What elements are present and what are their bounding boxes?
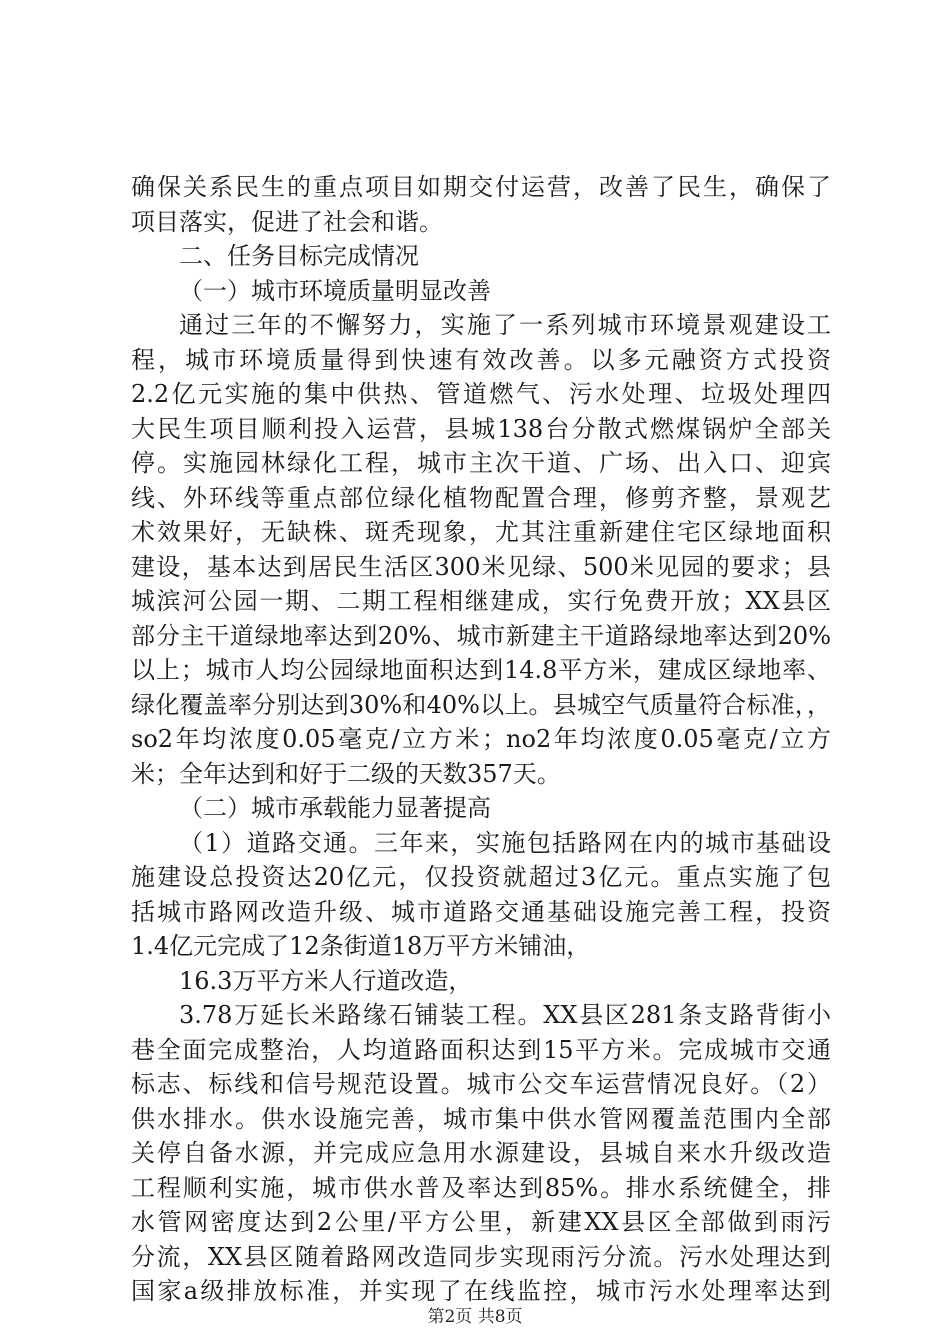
- text-line: 施建设总投资达20亿元，仅投资就超过3亿元。重点实施了包: [131, 863, 831, 891]
- text-line: 大民生项目顺利投入运营，县城138台分散式燃煤锅炉全部关: [131, 414, 831, 443]
- text-line: 3.78万延长米路缘石铺装工程。XX县区281条支路背街小: [179, 1001, 831, 1029]
- text-line: so2年均浓度0.05毫克/立方米；no2年均浓度0.05毫克/立方: [131, 725, 831, 753]
- text-line: 工程顺利实施，城市供水普及率达到85%。排水系统健全，排: [131, 1173, 831, 1202]
- text-line: 部分主干道绿地率达到20%、城市新建主干道路绿地率达到20%: [131, 621, 831, 650]
- text-line: 1.4亿元完成了12条街道18万平方米铺油，: [131, 932, 591, 960]
- text-line: 程，城市环境质量得到快速有效改善。以多元融资方式投资: [131, 345, 831, 374]
- text-line: 米；全年达到和好于二级的天数357天。: [131, 759, 561, 788]
- text-line: （1）道路交通。三年来，实施包括路网在内的城市基础设: [179, 828, 831, 857]
- text-line: 停。实施园林绿化工程，城市主次干道、广场、出入口、迎宾: [131, 449, 831, 477]
- text-line: 巷全面完成整治，人均道路面积达到15平方米。完成城市交通: [131, 1035, 831, 1064]
- document-body: [131, 170, 831, 1309]
- text-line: 供水排水。供水设施完善，城市集中供水管网覆盖范围内全部: [131, 1104, 831, 1133]
- text-line: 分流，XX县区随着路网改造同步实现雨污分流。污水处理达到: [131, 1242, 831, 1271]
- text-line: 16.3万平方米人行道改造，: [179, 966, 473, 995]
- text-line: 以上；城市人均公园绿地面积达到14.8平方米，建成区绿地率、: [131, 656, 831, 684]
- text-line: 二、任务目标完成情况: [179, 242, 419, 270]
- text-line: 线、外环线等重点部位绿化植物配置合理，修剪齐整，景观艺: [131, 483, 831, 512]
- text-line: 确保关系民生的重点项目如期交付运营，改善了民生，确保了: [131, 173, 831, 201]
- text-line: 通过三年的不懈努力，实施了一系列城市环境景观建设工: [179, 311, 831, 339]
- text-line: 水管网密度达到2公里/平方公里，新建XX县区全部做到雨污: [131, 1208, 831, 1236]
- text-line: 绿化覆盖率分别达到30%和40%以上。县城空气质量符合标准，，: [131, 690, 831, 719]
- text-line: 2.2亿元实施的集中供热、管道燃气、污水处理、垃圾处理四: [131, 380, 831, 408]
- text-line: 括城市路网改造升级、城市道路交通基础设施完善工程，投资: [131, 897, 831, 926]
- page-footer: 第2页 共8页: [427, 1307, 523, 1327]
- text-line: （一）城市环境质量明显改善: [179, 276, 491, 305]
- text-line: 国家a级排放标准，并实现了在线监控，城市污水处理率达到: [131, 1277, 831, 1305]
- text-line: 城滨河公园一期、二期工程相继建成，实行免费开放；XX县区: [131, 587, 831, 615]
- text-line: 术效果好，无缺株、斑秃现象，尤其注重新建住宅区绿地面积: [131, 518, 831, 546]
- text-line: （二）城市承载能力显著提高: [179, 794, 491, 822]
- text-line: 关停自备水源，并完成应急用水源建设，县城自来水升级改造: [131, 1139, 831, 1167]
- text-line: 项目落实，促进了社会和谐。: [131, 207, 443, 236]
- text-line: 标志、标线和信号规范设置。城市公交车运营情况良好。（2）: [131, 1070, 831, 1098]
- text-line: 建设，基本达到居民生活区300米见绿、500米见园的要求；县: [131, 552, 831, 581]
